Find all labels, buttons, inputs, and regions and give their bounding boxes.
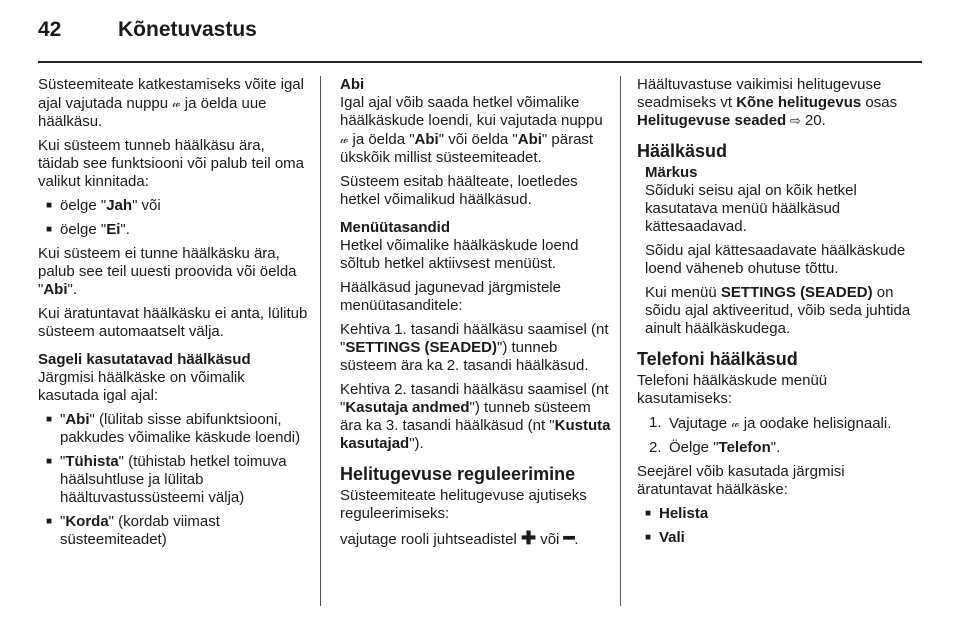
paragraph: Kui menüü SETTINGS (SEADED) on sõidu ajal aktiveeritud, võib seda juhtida ainult häälkäskudega. bbox=[645, 284, 911, 337]
column-1 bbox=[38, 76, 308, 555]
column-divider bbox=[620, 76, 621, 606]
list-item: ■ Helista bbox=[637, 505, 920, 523]
list-item: ■ öelge "Jah" või bbox=[38, 197, 308, 215]
list-item: ■ öelge "Ei". bbox=[38, 221, 308, 239]
paragraph: Sõidu ajal kättesaadavate häälkäskude loend väheneb ohutuse tõttu. bbox=[645, 242, 906, 277]
list-item: 2. Öelge "Telefon". bbox=[649, 439, 781, 456]
list-item: ■ "Abi" (lülitab sisse abifunktsiooni, pakkudes võimalike käskude loendi) bbox=[38, 411, 308, 447]
paragraph: Häältuvastuse vaikimisi helitugevuse seadmiseks vt Kõne helitugevus osas Helitugevuse seaded ⇨ 20. bbox=[637, 76, 898, 129]
paragraph: Süsteem esitab häälteate, loetledes hetkel võimalikud häälkäsud. bbox=[340, 173, 578, 208]
column-3 bbox=[637, 76, 920, 553]
paragraph: Häälkäsud jagunevad järgmistele menüütasanditele: bbox=[340, 279, 561, 314]
subheading: Sageli kasutatavad häälkäsud bbox=[38, 351, 251, 368]
plus-icon: ✚ bbox=[520, 528, 537, 548]
voice-button-icon: 𝓌 bbox=[731, 416, 740, 430]
section-heading: Telefoni häälkäsud bbox=[637, 349, 798, 369]
list-item: 1. Vajutage 𝓌 ja oodake helisignaali. bbox=[649, 414, 892, 432]
page-reference-arrow-icon: ⇨ bbox=[786, 113, 801, 128]
page-title: Kõnetuvastus bbox=[118, 18, 257, 41]
minus-icon: ━ bbox=[563, 528, 575, 548]
subheading: Abi bbox=[340, 76, 365, 93]
header-rule bbox=[38, 61, 922, 63]
paragraph: Süsteemiteate helitugevuse ajutiseks reguleerimiseks: bbox=[340, 487, 587, 522]
paragraph: Kehtiva 1. tasandi häälkäsu saamisel (nt "SETTINGS (SEADED)") tunneb süsteem ära ka 2. tasandi häälkäsud. bbox=[340, 321, 609, 374]
section-heading: Helitugevuse reguleerimine bbox=[340, 464, 576, 484]
subheading: Menüütasandid bbox=[340, 219, 451, 236]
paragraph: vajutage rooli juhtseadistel ✚ või ━. bbox=[340, 528, 579, 548]
list-item: ■ "Korda" (kordab viimast süsteemiteadet) bbox=[38, 513, 308, 549]
note-title: Märkus bbox=[645, 164, 698, 181]
paragraph: Kui äratuntavat häälkäsku ei anta, lülitub süsteem automaatselt välja. bbox=[38, 305, 308, 340]
section-heading: Häälkäsud bbox=[637, 141, 728, 161]
voice-button-icon: 𝓌 bbox=[340, 132, 349, 146]
paragraph: Kehtiva 2. tasandi häälkäsu saamisel (nt "Kasutaja andmed") tunneb süsteem ära ka 3. tasandi häälkäsud (nt "Kustuta kasutajad"). bbox=[340, 381, 611, 452]
note-box bbox=[637, 164, 920, 338]
list-item: ■ "Tühista" (tühistab hetkel toimuva häälsuhtluse ja lülitab häältuvastussüsteemi välja) bbox=[38, 453, 308, 507]
paragraph: Hetkel võimalike häälkäskude loend sõltub hetkel aktiivsest menüüst. bbox=[340, 237, 579, 272]
page-number: 42 bbox=[38, 18, 62, 41]
paragraph: Sõiduki seisu ajal on kõik hetkel kasutatava menüü häälkäsud kättesaadavad. bbox=[645, 182, 857, 235]
paragraph: Igal ajal võib saada hetkel võimalike häälkäskude loendi, kui vajutada nuppu 𝓌 ja öelda "Abi" või öelda "Abi" pärast ükskõik millist süsteemiteadet. bbox=[340, 94, 603, 166]
column-divider bbox=[320, 76, 321, 606]
list-item: ■ Vali bbox=[637, 529, 920, 547]
paragraph: Süsteemiteate katkestamiseks võite igal ajal vajutada nuppu 𝓌 ja öelda uue häälkäsu. bbox=[38, 76, 304, 130]
paragraph: Järgmisi häälkäske on võimalik kasutada igal ajal: bbox=[38, 369, 245, 404]
paragraph: Seejärel võib kasutada järgmisi äratuntavat häälkäske: bbox=[637, 463, 845, 498]
paragraph: Telefoni häälkäskude menüü kasutamiseks: bbox=[637, 372, 828, 407]
column-2 bbox=[340, 76, 612, 555]
paragraph: Kui süsteem tunneb häälkäsu ära, täidab see funktsiooni või palub teil oma valikut kinnitada: bbox=[38, 137, 305, 190]
voice-button-icon: 𝓌 bbox=[172, 96, 181, 110]
paragraph: Kui süsteem ei tunne häälkäsku ära, palub see teil uuesti proovida või öelda "Abi". bbox=[38, 245, 297, 298]
